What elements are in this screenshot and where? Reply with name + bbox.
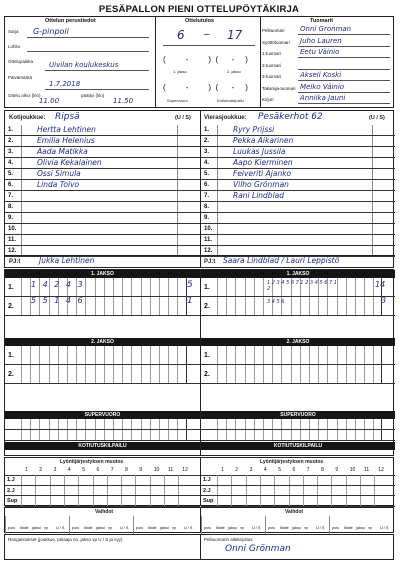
- match-info-heading: Ottelun perustiedot: [45, 18, 96, 24]
- lineup-col-number: 7: [110, 467, 114, 473]
- home-us-label: (U / S): [175, 115, 191, 121]
- lineup-col-number: 4: [67, 467, 71, 473]
- home-coach: Jukka Lehtinen: [39, 256, 95, 265]
- subs-col-label: tilalle: [84, 526, 93, 530]
- form-title: PESÄPALLON PIENI OTTELUPÖYTÄKIRJA: [98, 4, 300, 15]
- player-row: [5, 180, 200, 191]
- player-name: Hertta Lehtinen: [37, 125, 96, 134]
- lineup-row-label: 2.J: [7, 487, 15, 494]
- player-number: 4.: [204, 160, 210, 166]
- player-number: 10.: [8, 226, 17, 232]
- official-name: Eetu Väinio: [300, 48, 340, 56]
- row-number: 1.: [8, 283, 14, 291]
- subs-col-label: tilalle: [280, 526, 289, 530]
- away-team-name: Pesäkerhot 62: [258, 112, 323, 122]
- lineup-col-number: 7: [306, 467, 310, 473]
- subs-col-label: vp: [304, 526, 309, 530]
- row-number: 2.: [8, 302, 14, 310]
- subs-col-label: tilalle: [344, 526, 353, 530]
- lineup-row-label: 1.J: [7, 477, 15, 483]
- home-p1-total-r2: 1: [187, 296, 193, 306]
- substitutions-box: [4, 507, 394, 533]
- player-number: 12.: [204, 248, 213, 254]
- lineup-col-number: 2: [39, 467, 43, 473]
- row-number: 1.: [204, 351, 210, 359]
- score-row: [5, 419, 200, 430]
- subs-col-label: U / S: [380, 526, 389, 530]
- score-row: [5, 346, 200, 365]
- away-coach: Saara Lindblad / Lauri Leppistö: [223, 256, 340, 265]
- lineup-col-number: 11: [364, 467, 370, 473]
- lineup-col-number: 3: [249, 467, 253, 473]
- player-name: Pekka Aikarinen: [233, 136, 294, 145]
- home-p1-total-r1: 5: [187, 280, 193, 290]
- lineup-change-box: [4, 457, 394, 506]
- away-p1-total-r2: 3: [381, 296, 387, 305]
- official-label: Takaraja-tuomari: [262, 85, 296, 91]
- lineup-col-number: 12: [182, 467, 188, 473]
- lineup-col-number: 9: [335, 467, 339, 473]
- lineup-row-label: 2.J: [203, 487, 211, 494]
- home-subs-title: Vaihdot: [95, 509, 114, 515]
- player-number: 8.: [204, 204, 210, 210]
- lineup-row-label: 1.J: [203, 477, 211, 483]
- official-label: 1-tuomari: [262, 51, 282, 56]
- player-number: 9.: [8, 215, 14, 221]
- subs-col-label: jakso: [160, 526, 169, 530]
- home-kotiutus-band: KOTIUTUSKILPAILU: [5, 442, 200, 450]
- subs-col-label: vp: [240, 526, 245, 530]
- player-row: [201, 158, 395, 169]
- lineup-row-label: Sup: [7, 498, 18, 504]
- player-name: Luukas Jussila: [233, 147, 286, 156]
- lineup-col-number: 9: [139, 467, 143, 473]
- player-name: Vilho Grönman: [233, 180, 289, 189]
- footer-box: [4, 534, 394, 560]
- period2-label: 2. jakso: [227, 69, 241, 74]
- subs-col-label: vp: [368, 526, 373, 530]
- away-p1-total-r1: 14: [375, 280, 386, 289]
- scoring-box: [4, 269, 394, 456]
- player-number: 11.: [8, 237, 17, 243]
- penalties-label: Rangaistukset (joukkue, pelaaja no, jakso vp U / S ja syy): [8, 537, 123, 542]
- away-coach-label: PJ:t: [204, 259, 216, 265]
- lineup-col-number: 4: [263, 467, 267, 473]
- lineup-col-number: 6: [96, 467, 100, 473]
- lineup-row-label: Sup: [203, 498, 214, 504]
- player-row: [201, 136, 395, 147]
- player-row: [201, 125, 395, 136]
- official-label: Pelituomari: [262, 28, 285, 33]
- player-row: [201, 191, 395, 202]
- subs-col-label: U / S: [252, 526, 261, 530]
- player-row: [201, 235, 395, 246]
- official-name: Meiko Väinio: [300, 82, 345, 91]
- subs-col-label: U / S: [184, 526, 193, 530]
- home-run-label: Kotiutuskilpailu: [217, 98, 244, 103]
- official-label: Kirjuri: [262, 97, 274, 102]
- start-value: 11.00: [39, 97, 60, 105]
- date-value: 1.7.2018: [49, 80, 81, 88]
- player-number: 5.: [204, 171, 210, 177]
- subs-col-label: U / S: [56, 526, 65, 530]
- player-number: 3.: [204, 149, 210, 155]
- player-row: [5, 147, 200, 158]
- row-number: 1.: [8, 351, 14, 359]
- player-row: [201, 213, 395, 224]
- away-lineup-title: Lyöntijärjestyksen muutos: [260, 459, 324, 465]
- player-number: 12.: [8, 248, 17, 254]
- player-row: [201, 169, 395, 180]
- player-row: [201, 202, 395, 213]
- player-number: 7.: [8, 193, 14, 199]
- subs-col-label: jakso: [32, 526, 41, 530]
- player-number: 11.: [204, 237, 213, 243]
- player-number: 6.: [204, 182, 210, 188]
- home-lineup-title: Lyöntijärjestyksen muutos: [60, 459, 124, 465]
- player-number: 1.: [204, 127, 210, 133]
- home-jakso2-band: 2. JAKSO: [5, 338, 200, 346]
- lineup-col-number: 2: [235, 467, 239, 473]
- row-number: 1.: [204, 283, 210, 291]
- subs-col-label: tilalle: [216, 526, 225, 530]
- score-row: [201, 297, 395, 316]
- lineup-col-number: 12: [378, 467, 384, 473]
- player-name: Aapo Kierminen: [233, 158, 293, 167]
- row-number: 2.: [204, 370, 210, 378]
- teams-box: [4, 110, 394, 268]
- super-label: Supervuoro: [167, 98, 188, 103]
- away-us-label: (U / S): [369, 115, 385, 121]
- player-name: Ryry Prijssi: [233, 125, 275, 134]
- lineup-col-number: 1: [25, 467, 28, 473]
- lineup-col-number: 10: [349, 467, 356, 473]
- lineup-row: [5, 475, 200, 486]
- row-number: 2.: [8, 370, 14, 378]
- official-label: 2-tuomari: [262, 62, 282, 68]
- series-label: Sarja: [8, 29, 19, 34]
- player-row: [201, 180, 395, 191]
- subs-col-label: U / S: [120, 526, 129, 530]
- player-row: [201, 224, 395, 235]
- player-number: 1.: [8, 127, 14, 133]
- officials-heading: Tuomarit: [310, 18, 334, 24]
- subs-col-label: pois: [136, 526, 143, 530]
- row-number: 2.: [204, 302, 210, 310]
- home-p1-r1-marks: 1 4 2 4 3: [31, 280, 85, 289]
- away-kotiutus-band: KOTIUTUSKILPAILU: [201, 442, 395, 450]
- lineup-col-number: 1: [221, 467, 224, 473]
- lineup-col-number: 5: [278, 467, 281, 473]
- player-row: [5, 158, 200, 169]
- score-row: [201, 346, 395, 365]
- player-name: Olivia Kekalainen: [37, 158, 102, 167]
- signature-label: Pelituomarin allekirjoitus: [204, 537, 253, 542]
- player-name: Aada Matikka: [37, 147, 88, 156]
- scoresheet: [4, 2, 394, 560]
- official-label: Syöttötuomari: [262, 39, 290, 45]
- home-jakso1-band: 1. JAKSO: [5, 270, 200, 278]
- score-row: [5, 365, 200, 384]
- home-coach-label: PJ:t: [9, 259, 21, 265]
- player-row: [5, 213, 200, 224]
- lineup-row: [201, 486, 395, 497]
- away-team-label: Vierasjoukkue:: [204, 115, 247, 121]
- lineup-col-number: 3: [53, 467, 57, 473]
- player-number: 6.: [8, 182, 14, 188]
- subs-col-label: pois: [268, 526, 275, 530]
- player-row: [5, 169, 200, 180]
- player-row: [201, 147, 395, 158]
- player-name: Rani Lindblad: [233, 191, 285, 200]
- score-row: [201, 419, 395, 430]
- player-row: [5, 202, 200, 213]
- player-name: Feiveriti Ajanko: [233, 169, 292, 178]
- start-label: Ottelu alkoi (klo): [8, 93, 41, 98]
- official-name: Akseli Koski: [300, 71, 342, 79]
- subs-col-label: pois: [72, 526, 79, 530]
- player-number: 2.: [8, 138, 14, 144]
- away-subs-title: Vaihdot: [285, 509, 304, 515]
- lineup-col-number: 6: [292, 467, 296, 473]
- official-name: Juho Lauren: [300, 36, 342, 45]
- player-number: 4.: [8, 160, 14, 166]
- away-super-band: SUPERVUORO: [201, 411, 395, 419]
- away-p1-r1-marks: 1 2 3 4 5 6 7 1 2 3 4 5 6 7 1 2: [267, 280, 337, 292]
- subs-col-label: vp: [44, 526, 49, 530]
- player-number: 10.: [204, 226, 213, 232]
- period1-label: 1. jakso: [173, 69, 187, 74]
- end-value: 11.50: [113, 97, 134, 105]
- player-number: 7.: [204, 193, 210, 199]
- player-number: 5.: [8, 171, 14, 177]
- subs-col-label: tilalle: [20, 526, 29, 530]
- player-row: [5, 235, 200, 246]
- score-dash: –: [204, 29, 210, 40]
- player-name: Linda Toivo: [37, 180, 80, 189]
- player-name: Ossi Simula: [37, 169, 81, 178]
- venue-label: Ottelupaikka: [8, 59, 34, 64]
- subs-col-label: jakso: [292, 526, 301, 530]
- score-row: [201, 430, 395, 441]
- venue-value: Uivilan koulukeskus: [49, 61, 119, 69]
- subs-col-label: vp: [172, 526, 177, 530]
- series-value: G-pinpoli: [33, 27, 69, 36]
- official-name: Anniika Jauni: [300, 94, 346, 102]
- end-label: päättyi (klo): [81, 93, 105, 98]
- player-row: [5, 125, 200, 136]
- subs-col-label: U / S: [316, 526, 325, 530]
- lineup-row: [5, 496, 200, 507]
- date-label: Päivämäärä: [8, 75, 33, 80]
- subs-col-label: jakso: [228, 526, 237, 530]
- official-label: 3-tuomari: [262, 74, 282, 79]
- away-p1-r2-marks: 3 4 5 6: [267, 299, 285, 305]
- home-p1-r2-marks: 5 5 1 4 6: [31, 296, 85, 305]
- home-score: 6: [177, 28, 185, 42]
- subs-col-label: pois: [8, 526, 15, 530]
- lineup-col-number: 10: [153, 467, 160, 473]
- score-row: [201, 365, 395, 384]
- official-name: Onni Gronman: [300, 25, 352, 33]
- lineup-col-number: 8: [321, 467, 324, 473]
- player-row: [5, 191, 200, 202]
- home-team-label: Kotijoukkue:: [9, 115, 46, 121]
- subs-col-label: pois: [332, 526, 339, 530]
- player-number: 3.: [8, 149, 14, 155]
- player-name: Emilia Helenius: [37, 136, 95, 145]
- subs-col-label: pois: [204, 526, 211, 530]
- lineup-row: [5, 486, 200, 497]
- match-info-box: Ottelun perustiedot Ottelutulos Tuomarit Sarja G-pinpoli Lohko Ottelupaikka Uivilan koulukeskus Päivämäärä 1.7.2018 Ottelu alkoi (klo) päättyi (klo) 11.00 11.50 6 – 17 ( - ) ( - ) 1. jakso 2. jakso ( - ) ( - ) Supervuoro Kotiutuskilpailu Pelituomari Onni Gronman Syöttötuomari Juho Lauren 1-tuomari Eetu Väinio 2-tuomari 3-tuomari Akseli Koski Takaraja-tuomari Meiko Väinio Kirjuri Anniika Jauni: [4, 16, 394, 108]
- lineup-row: [201, 475, 395, 486]
- block-label: Lohko: [8, 44, 21, 49]
- subs-col-label: jakso: [96, 526, 105, 530]
- subs-col-label: vp: [108, 526, 113, 530]
- result-heading: Ottelutulos: [185, 18, 215, 24]
- score-row: [5, 430, 200, 441]
- referee-signature: Onni Grönman: [225, 544, 291, 554]
- player-row: [5, 224, 200, 235]
- lineup-col-number: 11: [168, 467, 174, 473]
- lineup-col-number: 5: [82, 467, 85, 473]
- player-number: 2.: [204, 138, 210, 144]
- home-super-band: SUPERVUORO: [5, 411, 200, 419]
- subs-col-label: jakso: [356, 526, 365, 530]
- lineup-row: [201, 496, 395, 507]
- away-jakso1-band: 1. JAKSO: [201, 270, 395, 278]
- player-number: 9.: [204, 215, 210, 221]
- player-row: [5, 136, 200, 147]
- player-number: 8.: [8, 204, 14, 210]
- away-score: 17: [227, 28, 243, 42]
- subs-col-label: tilalle: [148, 526, 157, 530]
- away-jakso2-band: 2. JAKSO: [201, 338, 395, 346]
- lineup-col-number: 8: [125, 467, 128, 473]
- home-team-name: Ripsä: [55, 112, 80, 122]
